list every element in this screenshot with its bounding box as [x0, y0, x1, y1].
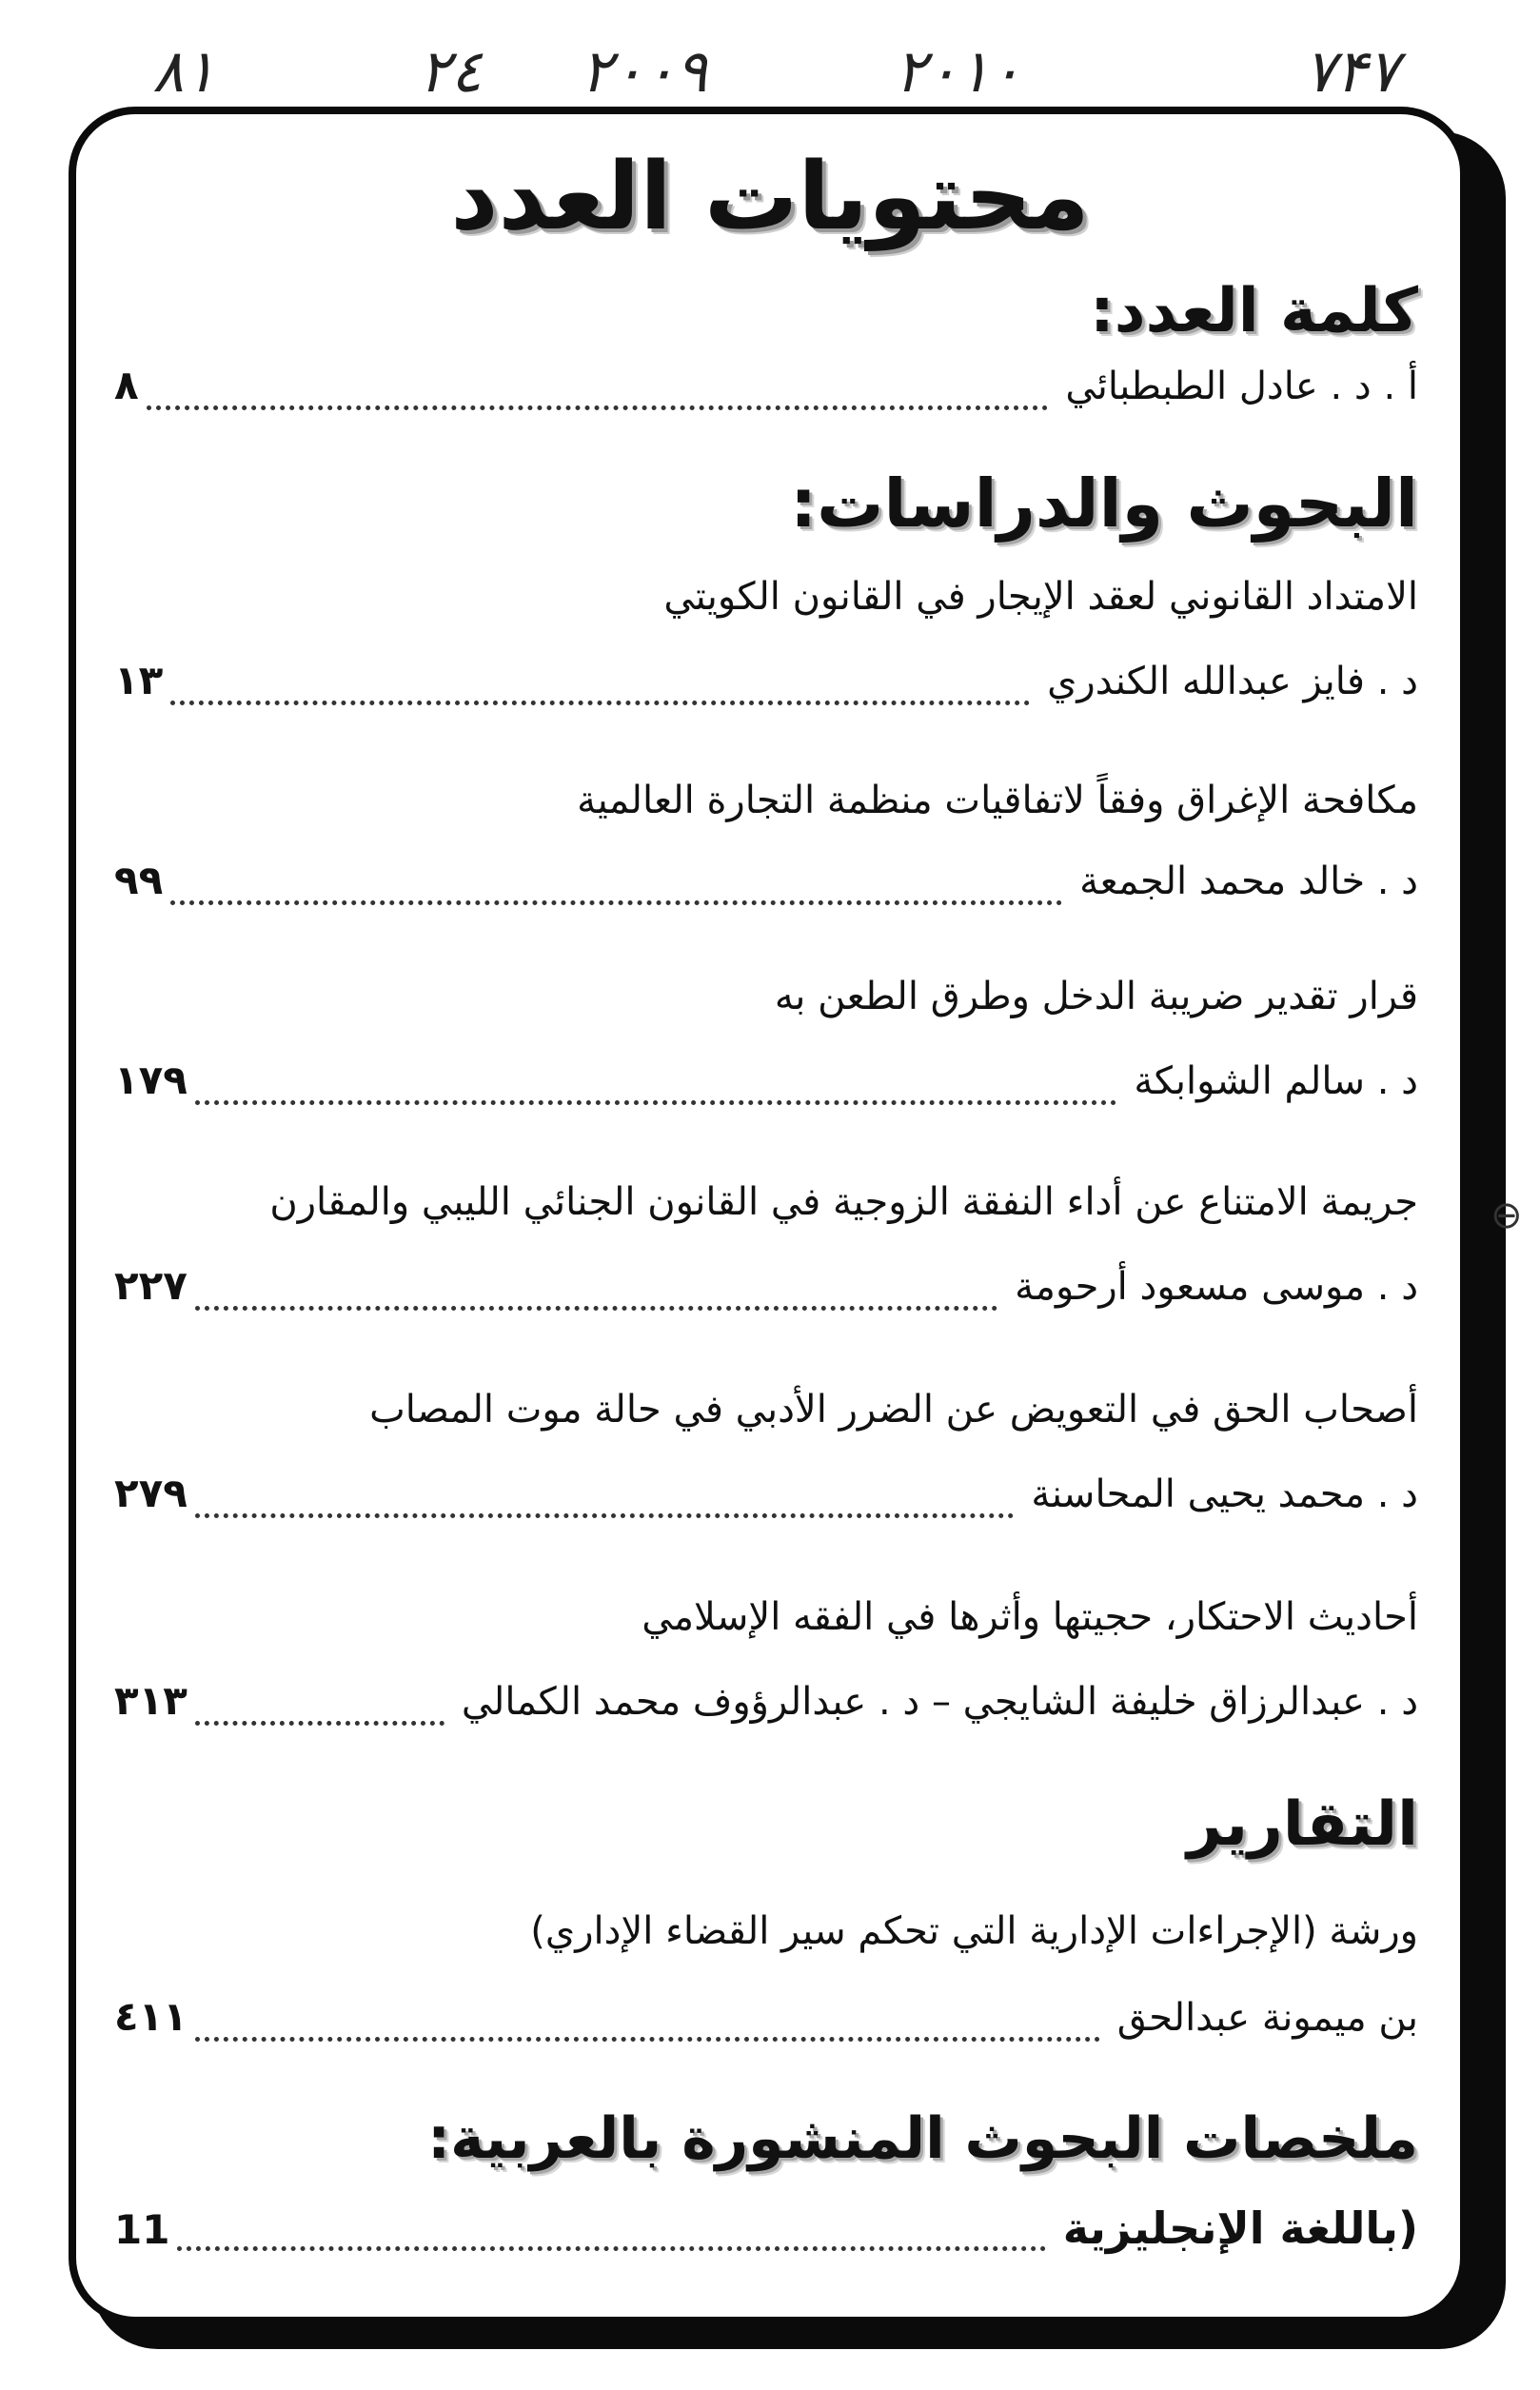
entry-author: د . خالد محمد الجمعة	[1079, 859, 1418, 903]
dot-leader	[170, 670, 1030, 705]
entry-author: د . موسى مسعود أرحومة	[1015, 1265, 1418, 1309]
entry-page-number: 11	[114, 2206, 170, 2253]
toc-entry[interactable]	[114, 857, 1418, 918]
entry-author: د . محمد يحيى المحاسنة	[1031, 1472, 1418, 1516]
dot-leader	[170, 870, 1062, 905]
entry-author: بن ميمونة عبدالحق	[1116, 1996, 1418, 2040]
entry-title[interactable]: جريمة الامتناع عن أداء النفقة الزوجية في القانون الجنائي الليبي والمقارن	[269, 1180, 1418, 1224]
entry-author: أ . د . عادل الطبطبائي	[1065, 365, 1418, 408]
entry-author: د . فايز عبدالله الكندري	[1047, 660, 1418, 703]
entry-title[interactable]: مكافحة الإغراق وفقاً لاتفاقيات منظمة التجارة العالمية	[577, 779, 1418, 822]
handwritten-note: ۷۴۷	[1304, 36, 1399, 106]
entry-title[interactable]: أصحاب الحق في التعويض عن الضرر الأدبي في حالة موت المصاب	[369, 1388, 1418, 1432]
toc-entry[interactable]	[114, 362, 1418, 423]
entry-page-number: ٢٧٩	[114, 1470, 188, 1516]
dot-leader	[195, 1483, 1015, 1518]
punch-mark: ⊖	[1491, 1194, 1523, 1237]
handwritten-note: ۸۱	[152, 36, 216, 106]
toc-entry[interactable]	[114, 657, 1418, 718]
toc-entry[interactable]	[114, 1470, 1418, 1531]
handwritten-note: ۲۰۰۹	[581, 36, 708, 106]
entry-author: د . سالم الشوابكة	[1134, 1059, 1418, 1103]
dot-leader	[177, 2216, 1045, 2251]
handwritten-note: ۲۰۱۰	[895, 36, 1022, 106]
entry-page-number: ٣١٣	[114, 1677, 188, 1724]
entry-title[interactable]: قرار تقدير ضريبة الدخل وطرق الطعن به	[774, 975, 1418, 1018]
toc-entry[interactable]	[114, 1057, 1418, 1117]
entry-page-number: ١٣	[114, 657, 164, 703]
section-heading-editorial: كلمة العدد:	[1090, 276, 1418, 346]
dot-leader	[195, 1275, 997, 1311]
entry-page-number: ١٧٩	[114, 1057, 188, 1103]
toc-entry[interactable]	[114, 1677, 1418, 1738]
toc-entry[interactable]	[114, 2202, 1418, 2263]
entry-page-number: ٢٢٧	[114, 1262, 188, 1309]
entry-page-number: ٤١١	[114, 1993, 188, 2040]
page-title: محتويات العدد	[450, 143, 1090, 251]
handwritten-note: ۲٤	[419, 36, 483, 106]
section-heading-research: البحوث والدراسات:	[790, 464, 1418, 543]
dot-leader	[147, 375, 1049, 410]
entry-title[interactable]: أحاديث الاحتكار، حجيتها وأثرها في الفقه الإسلامي	[642, 1595, 1418, 1639]
entry-title[interactable]: ورشة (الإجراءات الإدارية التي تحكم سير القضاء الإداري)	[530, 1909, 1418, 1953]
entry-author: د . عبدالرزاق خليفة الشايجي – د . عبدالرؤوف محمد الكمالي	[461, 1680, 1418, 1724]
toc-entry[interactable]	[114, 1993, 1418, 2054]
entry-author: (باللغة الإنجليزية	[1062, 2202, 1418, 2254]
entry-title[interactable]: الامتداد القانوني لعقد الإيجار في القانون الكويتي	[663, 575, 1418, 619]
toc-entry[interactable]	[114, 1262, 1418, 1323]
section-heading-reports: التقارير	[1187, 1789, 1418, 1860]
entry-page-number: ٨	[114, 362, 139, 408]
dot-leader	[195, 1070, 1116, 1105]
section-heading-summaries: ملخصات البحوث المنشورة بالعربية:	[427, 2105, 1418, 2172]
entry-page-number: ٩٩	[114, 857, 164, 903]
dot-leader	[195, 1690, 444, 1726]
dot-leader	[195, 2006, 1100, 2042]
